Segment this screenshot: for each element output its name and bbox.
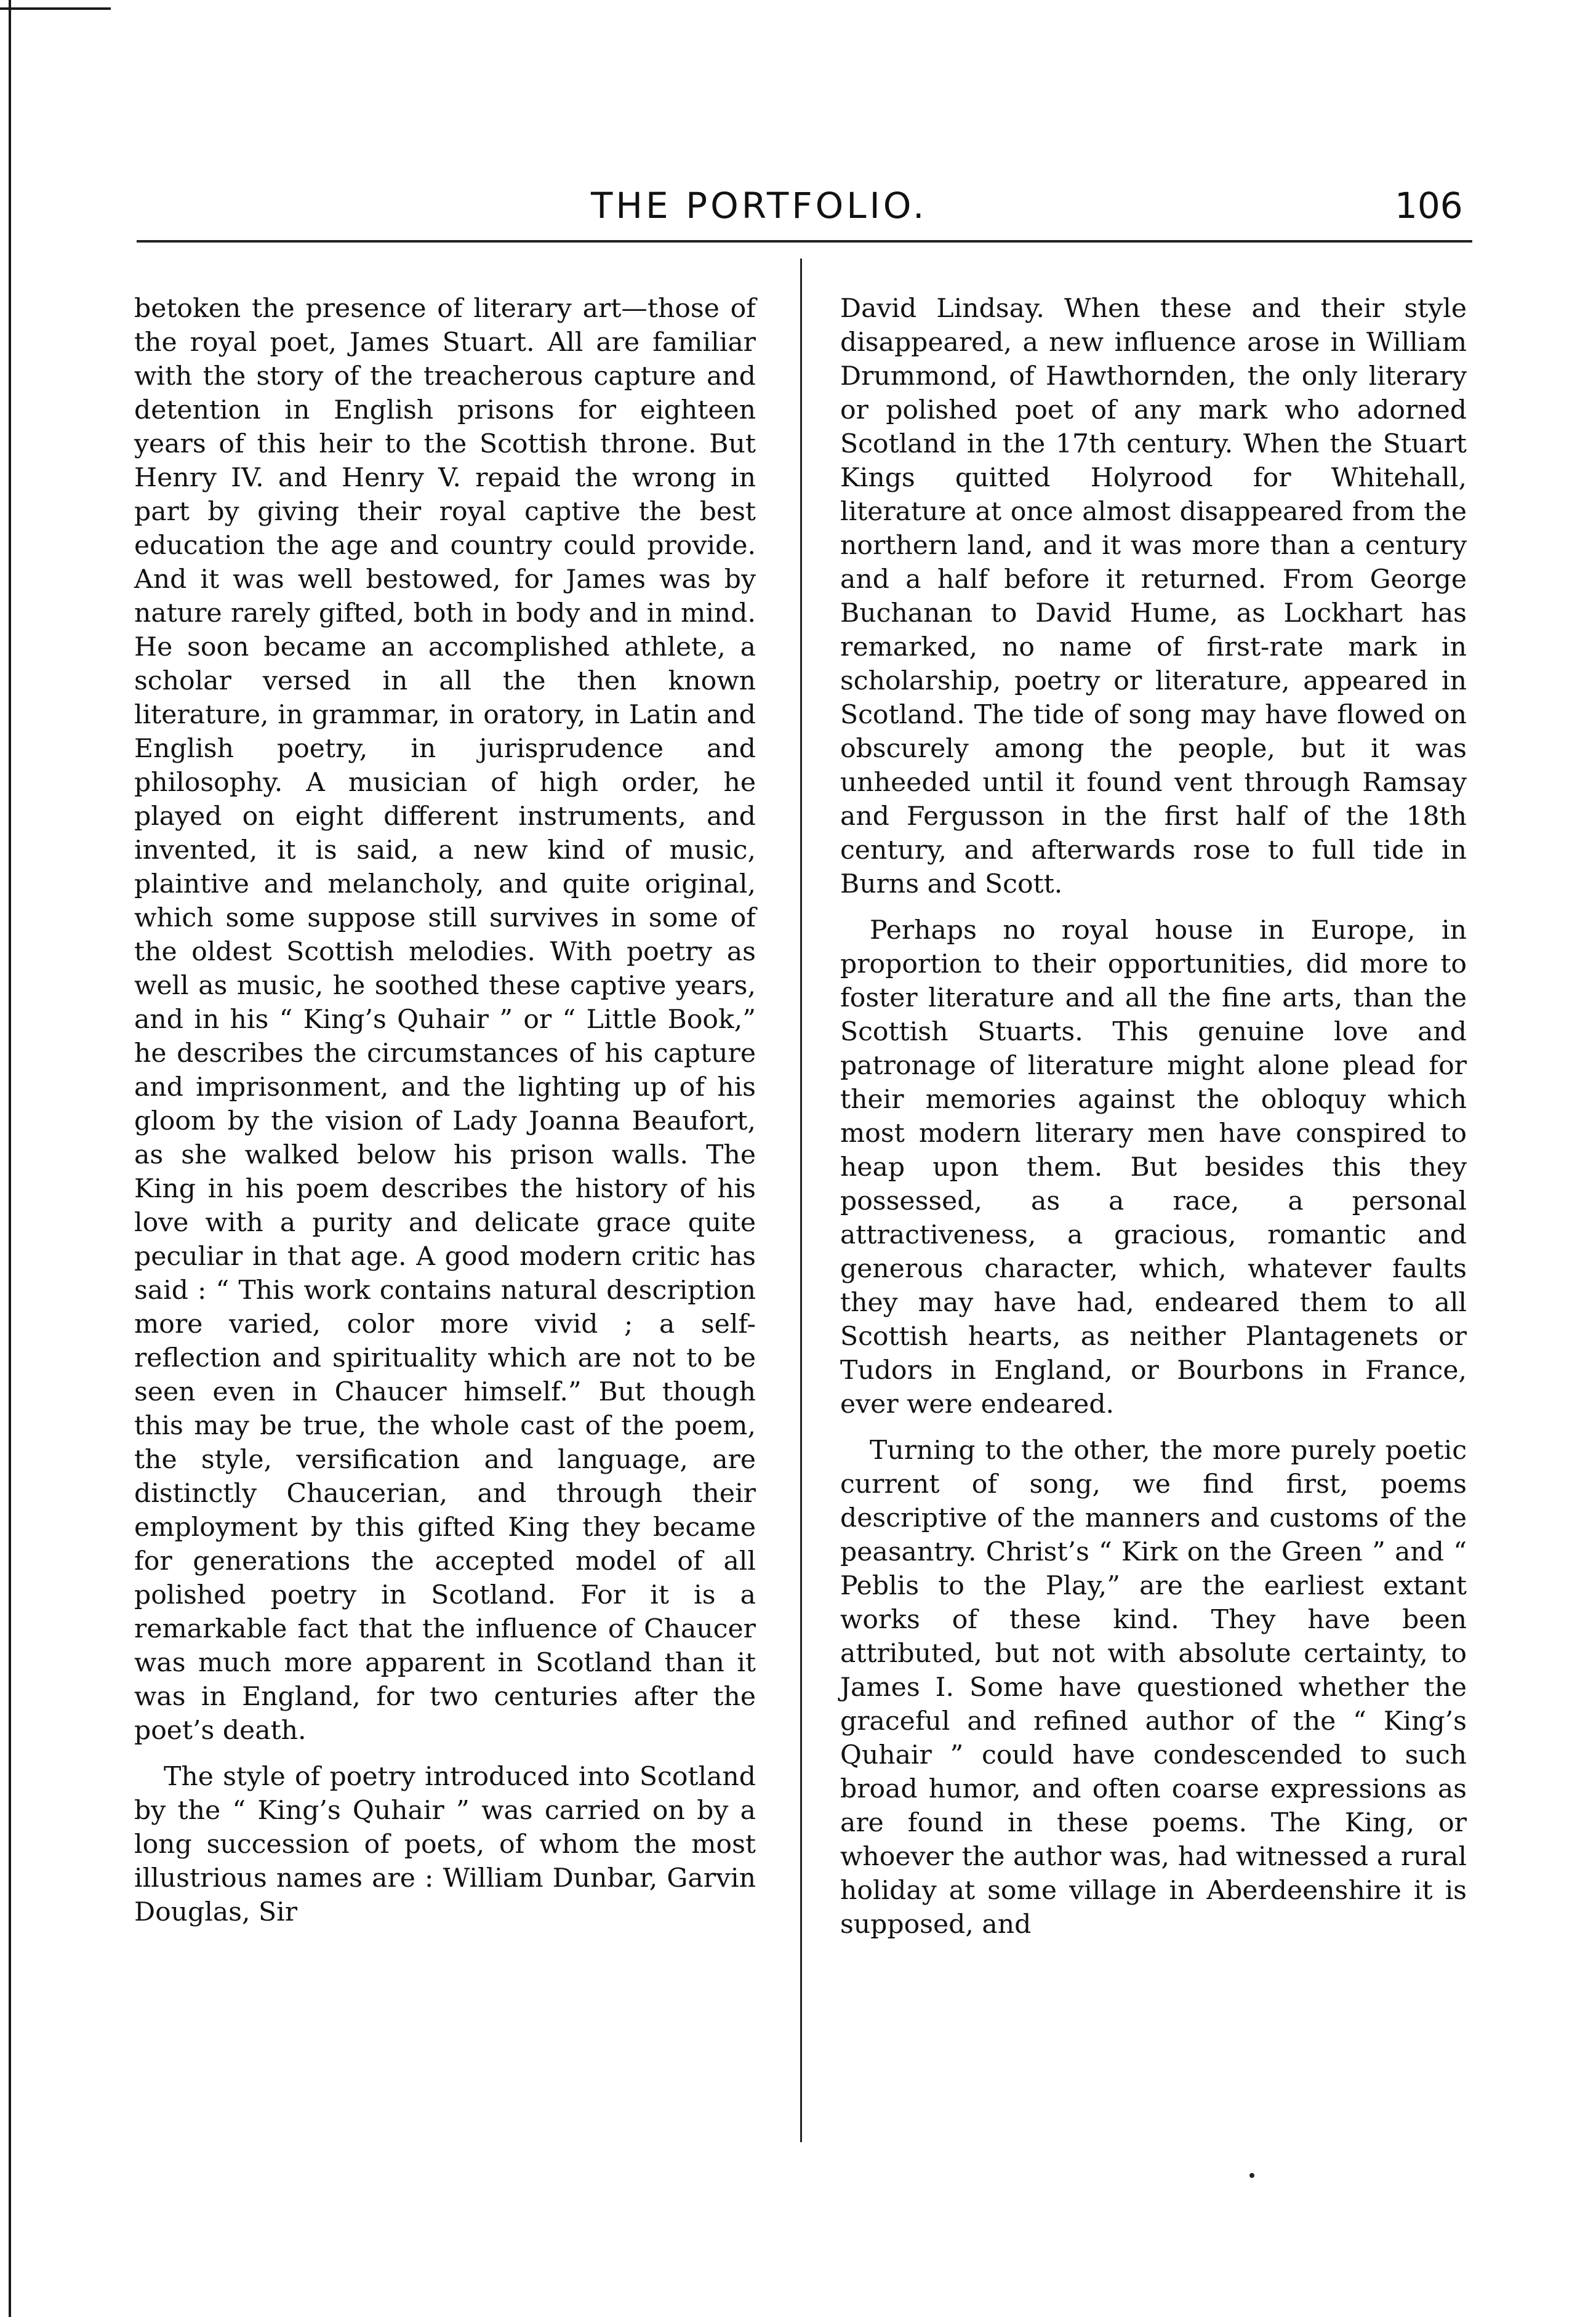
body-paragraph: The style of poetry introduced into Scotland by the “ King’s Quhair ” was carried on by a long succession of poets, of whom the most illustrious names are : William Dunbar, Garvin Douglas, Sir [134,1762,756,1927]
scan-margin-rule [9,0,11,2317]
body-paragraph: Perhaps no royal house in Europe, in proportion to their opportunities, did more to foster literature and all the fine arts, than the Scottish Stuarts. This genuine love and patronage of literature might alone plead for their memories against the obloquy which most modern literary men have conspired to heap upon them. But besides this they possessed, as a race, a personal attractiveness, a gracious, romantic and generous character, which, whatever faults they may have had, endeared them to all Scottish hearts, as neither Plantagenets or Tudors in England, or Bourbons in France, ever were endeared. [840,915,1467,1420]
header-divider [137,240,1472,243]
page-number: 106 [1395,185,1463,227]
body-paragraph: Turning to the other, the more purely poetic current of song, we find first, poems descriptive of the manners and customs of the peasantry. Christ’s “ Kirk on the Green ” and “ Peblis to the Play,” are the earliest extant works of these kind. They have been attributed, but not with absolute certainty, to James I. Some have questioned whether the graceful and refined author of the “ King’s Quhair ” could have condescended to such broad humor, and often coarse expressions as are found in these poems. The King, or whoever the author was, had witnessed a rural holiday at some village in Aberdeenshire it is supposed, and [840,1436,1467,1940]
print-speck [1249,2173,1254,2178]
body-paragraph: David Lindsay. When these and their style disappeared, a new influence arose in William Drummond, of Hawthornden, the only literary or polished poet of any mark who adorned Scotland in the 17th century. When the Stuart Kings quitted Holyrood for Whitehall, literature at once almost disappeared from the northern land, and it was more than a century and a half before it returned. From George Buchanan to David Hume, as Lockhart has remarked, no name of first-rate mark in scholarship, poetry or literature, appeared in Scotland. The tide of song may have flowed on obscurely among the people, but it was unheeded until it found vent through Ramsay and Fergusson in the first half of the 18th century, and afterwards rose to full tide in Burns and Scott. [840,294,1467,899]
left-column [134,292,756,1942]
scan-corner-rule [0,7,111,10]
body-paragraph: betoken the presence of literary art—those of the royal poet, James Stuart. All are familiar with the story of the treacherous capture and detention in English prisons for eighteen years of this heir to the Scottish throne. But Henry IV. and Henry V. repaid the wrong in part by giving their royal captive the best education the age and country could provide. And it was well bestowed, for James was by nature rarely gifted, both in body and in mind. He soon became an accomplished athlete, a scholar versed in all the then known literature, in grammar, in oratory, in Latin and English poetry, in jurisprudence and philosophy. A musician of high order, he played on eight different instruments, and invented, it is said, a new kind of music, plaintive and melancholy, and quite original, which some suppose still survives in some of the oldest Scottish melodies. With poetry as well as music, he soothed these captive years, and in his “ King’s Quhair ” or “ Little Book,” he describes the circumstances of his capture and imprisonment, and the lighting up of his gloom by the vision of Lady Joanna Beaufort, as she walked below his prison walls. The King in his poem describes the history of his love with a purity and delicate grace quite peculiar in that age. A good modern critic has said : “ This work contains natural description more varied, color more vivid ; a self-reflection and spirituality which are not to be seen even in Chaucer himself.” But though this may be true, the whole cast of the poem, the style, versification and language, are distinctly Chaucerian, and through their employment by this gifted King they became for generations the accepted model of all polished poetry in Scotland. For it is a remarkable fact that the influence of Chaucer was much more apparent in Scotland than it was in England, for two centuries after the poet’s death. [134,294,756,1746]
right-column [840,292,1467,1954]
column-divider [800,259,802,2142]
running-header-title: THE PORTFOLIO. [591,185,928,227]
